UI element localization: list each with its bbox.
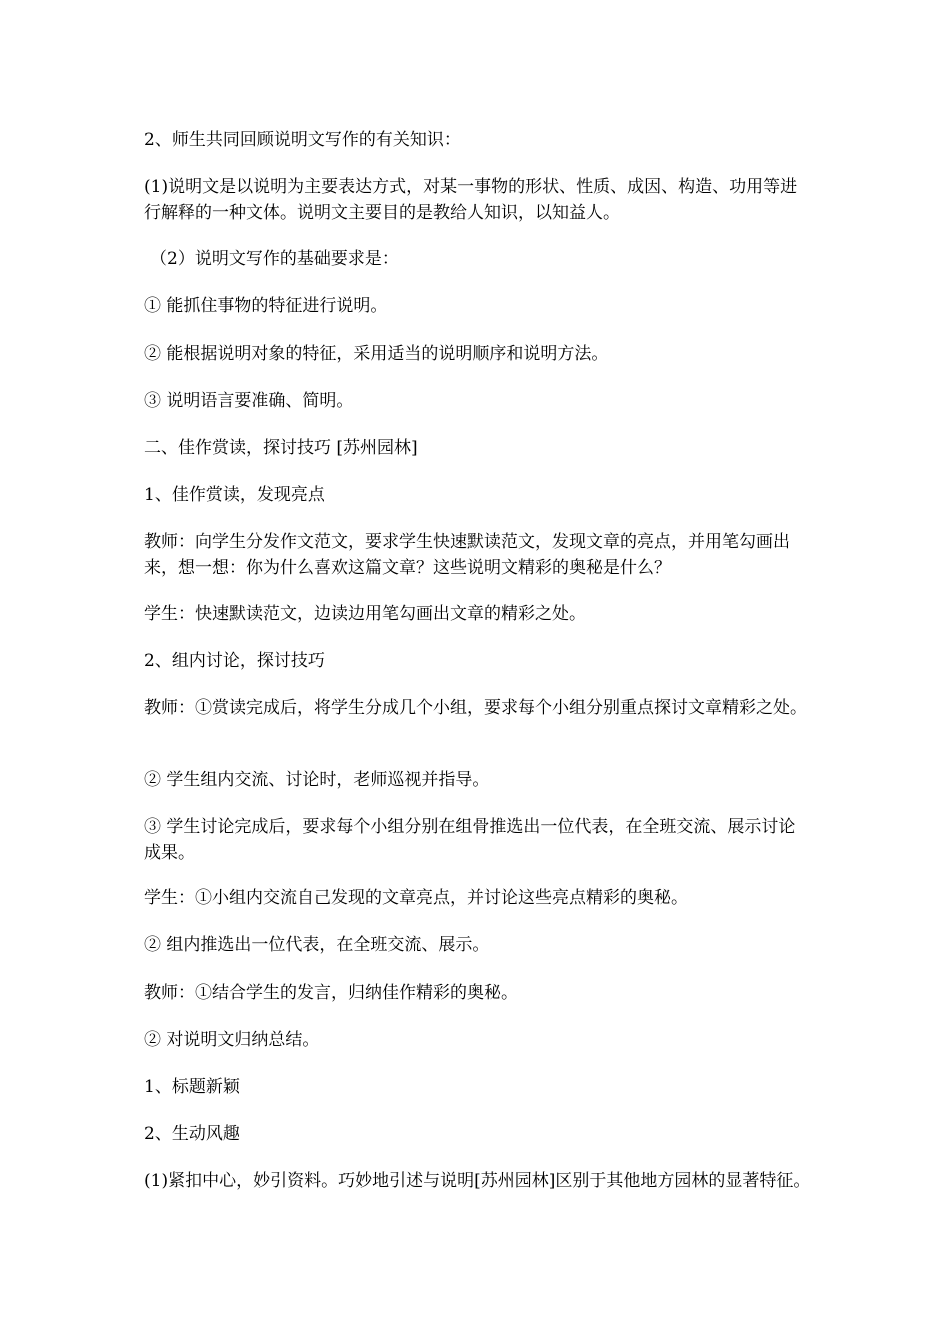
subheading: 2、组内讨论，探讨技巧 [144, 651, 325, 671]
paragraph: 教师：①结合学生的发言，归纳佳作精彩的奥秘。 [144, 983, 518, 1003]
paragraph: 2、师生共同回顾说明文写作的有关知识： [144, 130, 461, 150]
paragraph: 学生：快速默读范文，边读边用笔勾画出文章的精彩之处。 [144, 604, 586, 624]
paragraph: ③ 学生讨论完成后，要求每个小组分别在组骨推选出一位代表，在全班交流、展示讨论成果。 [144, 817, 796, 863]
paragraph: ② 对说明文归纳总结。 [144, 1030, 320, 1050]
section-heading: 二、佳作赏读，探讨技巧 [苏州园林] [144, 438, 418, 458]
paragraph: (1)说明文是以说明为主要表达方式，对某一事物的形状、性质、成因、构造、功用等进行解释的一种文体。说明文主要目的是教给人知识，以知益人。 [144, 177, 798, 223]
paragraph: ② 组内推选出一位代表，在全班交流、展示。 [144, 935, 490, 955]
paragraph: ① 能抓住事物的特征进行说明。 [144, 296, 388, 316]
paragraph: 教师：①赏读完成后，将学生分成几个小组，要求每个小组分别重点探讨文章精彩之处。 [144, 698, 807, 718]
paragraph: ② 学生组内交流、讨论时，老师巡视并指导。 [144, 770, 490, 790]
paragraph: (1)紧扣中心，妙引资料。巧妙地引述与说明[苏州园林]区别于其他地方园林的显著特征。 [144, 1171, 811, 1191]
list-item: 2、生动风趣 [144, 1124, 240, 1144]
list-item: 1、标题新颖 [144, 1077, 240, 1097]
paragraph: ② 能根据说明对象的特征，采用适当的说明顺序和说明方法。 [144, 344, 609, 364]
paragraph: 教师：向学生分发作文范文，要求学生快速默读范文，发现文章的亮点，并用笔勾画出来，想一想：你为什么喜欢这篇文章？这些说明文精彩的奥秘是什么？ [144, 532, 790, 578]
subheading: 1、佳作赏读，发现亮点 [144, 485, 325, 505]
paragraph: ③ 说明语言要准确、简明。 [144, 391, 354, 411]
paragraph: （2）说明文写作的基础要求是： [150, 249, 399, 269]
paragraph: 学生：①小组内交流自己发现的文章亮点，并讨论这些亮点精彩的奥秘。 [144, 888, 688, 908]
